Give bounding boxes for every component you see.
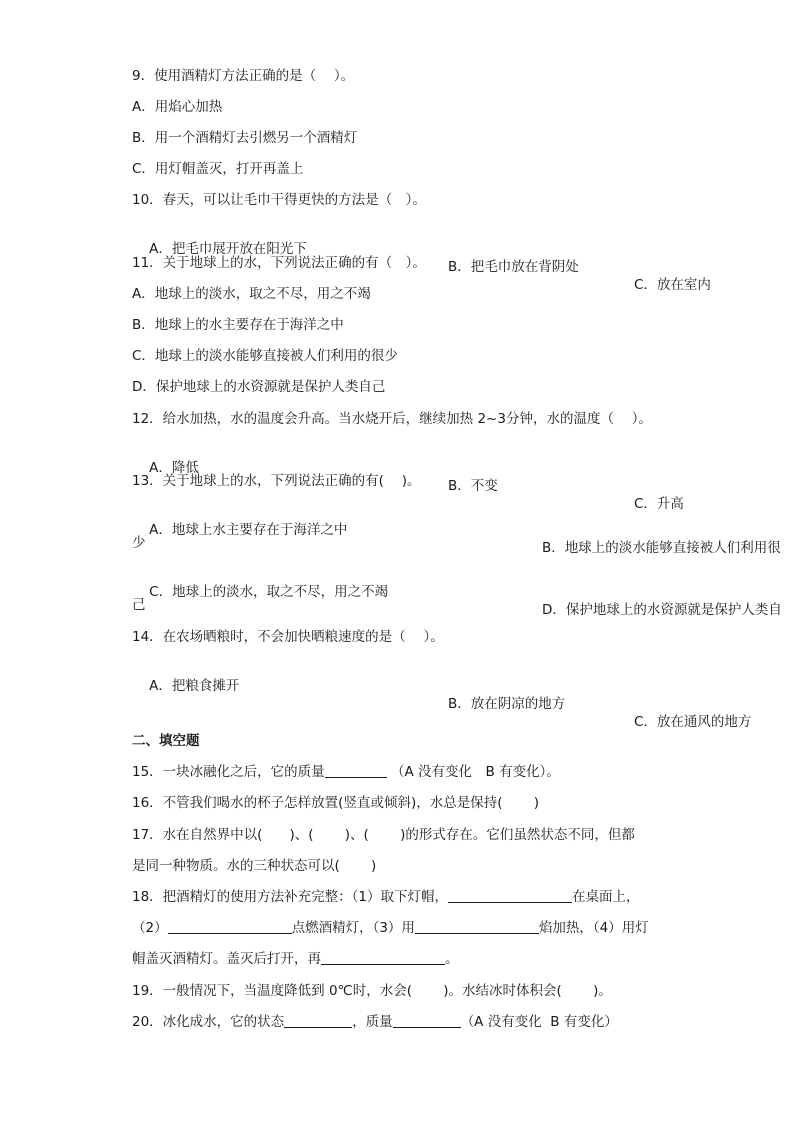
question-20 xyxy=(132,1013,618,1031)
question-20-text-2: ，质量 xyxy=(352,1014,393,1030)
question-18-line2 xyxy=(132,919,649,937)
question-20-text-3: （A 没有变化 B 有变化） xyxy=(460,1014,618,1030)
question-12-option-c: C．升高 xyxy=(634,496,684,512)
question-12-stem: 12．给水加热，水的温度会升高。当水烧开后，继续加热 2~3分钟，水的温度（ ）。 xyxy=(132,411,652,427)
question-18-text-1: 18．把酒精灯的使用方法补充完整：（1）取下灯帽， xyxy=(132,889,449,905)
question-11-option-c: C．地球上的淡水能够直接被人们利用的很少 xyxy=(132,348,398,364)
question-13-option-a: A．地球上水主要存在于海洋之中 xyxy=(149,522,348,538)
question-14-stem: 14．在农场晒粮时，不会加快晒粮速度的是（ ）。 xyxy=(132,629,444,645)
question-11-option-d: D．保护地球上的水资源就是保护人类自己 xyxy=(132,379,386,395)
question-11-stem: 11．关于地球上的水，下列说法正确的有（ ）。 xyxy=(132,255,426,271)
question-10-stem: 10．春天，可以让毛巾干得更快的方法是（ ）。 xyxy=(132,192,426,208)
question-20-text-1: 20．冰化成水，它的状态 xyxy=(132,1014,285,1030)
question-13-option-c: C．地球上的淡水，取之不尽，用之不竭 xyxy=(149,584,389,600)
question-15 xyxy=(132,763,560,781)
question-12-option-b: B．不变 xyxy=(448,478,498,494)
question-10-option-b: B．把毛巾放在背阴处 xyxy=(448,259,579,275)
question-16: 16．不管我们喝水的杯子怎样放置(竖直或倾斜)，水总是保持( ) xyxy=(132,795,540,811)
question-13-options-row2 xyxy=(132,565,782,618)
question-14-option-b: B．放在阴凉的地方 xyxy=(448,696,566,712)
question-18-text-4: 点燃酒精灯，（3）用 xyxy=(291,920,415,936)
question-18-text-6: 帽盖灭酒精灯。盖灭后打开，再 xyxy=(132,951,321,967)
question-9-option-a: A．用焰心加热 xyxy=(132,99,223,115)
section-heading-fill-in: 二、填空题 xyxy=(132,733,200,749)
question-17-line2: 是同一种物质。水的三种状态可以( ) xyxy=(132,858,377,874)
question-13-option-d: D．保护地球上的水资源就是保护人类自 xyxy=(542,602,782,618)
question-18-blank-1 xyxy=(448,888,572,903)
question-18-text-3: （2） xyxy=(132,920,168,936)
question-18-line3 xyxy=(132,950,459,968)
question-20-blank-2 xyxy=(393,1013,461,1028)
question-18-line1 xyxy=(132,888,640,906)
question-9-stem: 9．使用酒精灯方法正确的是（ ）。 xyxy=(132,68,355,84)
question-10-option-a: A．把毛巾展开放在阳光下 xyxy=(149,241,307,257)
question-13-stem: 13．关于地球上的水，下列说法正确的有( )。 xyxy=(132,473,421,489)
question-14-option-c: C．放在通风的地方 xyxy=(634,714,752,730)
question-13-options-row1 xyxy=(132,503,781,556)
question-18-blank-2 xyxy=(168,919,292,934)
question-11-option-b: B．地球上的水主要存在于海洋之中 xyxy=(132,317,344,333)
question-17-line1: 17．水在自然界中以( )、( )、( )的形式存在。它们虽然状态不同，但都 xyxy=(132,827,635,843)
question-18-blank-4 xyxy=(321,950,445,965)
question-15-text: 15．一块冰融化之后，它的质量 xyxy=(132,764,325,780)
question-18-text-2: 在桌面上， xyxy=(572,889,640,905)
question-10-option-c: C．放在室内 xyxy=(634,277,711,293)
question-13-option-d-wrap: 己 xyxy=(132,597,146,613)
question-18-blank-3 xyxy=(415,919,539,934)
question-12-option-a: A．降低 xyxy=(149,460,199,476)
question-14-options xyxy=(132,659,752,730)
question-9-option-b: B．用一个酒精灯去引燃另一个酒精灯 xyxy=(132,130,358,146)
question-14-option-a: A．把粮食摊开 xyxy=(149,678,240,694)
question-9-option-c: C．用灯帽盖灭，打开再盖上 xyxy=(132,161,304,177)
question-13-option-b-wrap: 少 xyxy=(132,535,146,551)
question-19: 19．一般情况下，当温度降低到 0℃时，水会( )。水结冰时体积会( )。 xyxy=(132,983,612,999)
question-13-option-b: B．地球上的淡水能够直接被人们利用很 xyxy=(542,540,781,556)
question-18-text-5: 焰加热，（4）用灯 xyxy=(538,920,649,936)
question-18-text-7: 。 xyxy=(445,951,459,967)
question-11-option-a: A．地球上的淡水，取之不尽，用之不竭 xyxy=(132,286,371,302)
question-20-blank-1 xyxy=(284,1013,352,1028)
question-15-blank xyxy=(325,763,387,778)
question-15-choices: （A 没有变化 B 有变化）。 xyxy=(390,764,560,780)
